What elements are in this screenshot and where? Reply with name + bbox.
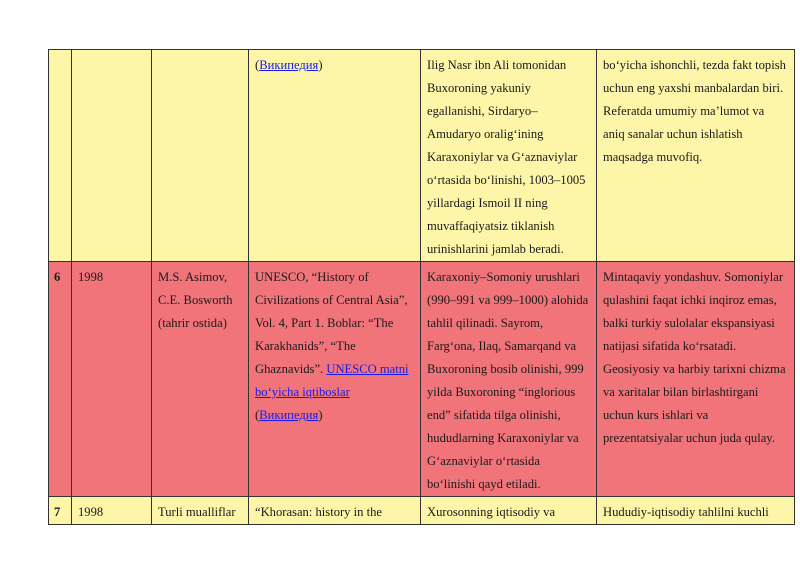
source-text: (	[255, 58, 260, 72]
wikipedia-link[interactable]: Википедия	[259, 408, 319, 422]
source-cell	[249, 50, 421, 262]
source-cell	[249, 262, 421, 497]
source-text: )	[318, 58, 323, 72]
source-cell	[249, 497, 421, 525]
content-cell: Xurosonning iqtisodiy va	[421, 497, 597, 525]
author-cell: M.S. Asimov, C.E. Bosworth (tahrir ostida)	[152, 262, 249, 497]
year-cell: 1998	[72, 262, 152, 497]
author-cell	[152, 50, 249, 262]
year-cell: 1998	[72, 497, 152, 525]
author-cell: Turli mualliflar	[152, 497, 249, 525]
year-cell	[72, 50, 152, 262]
significance-cell: Mintaqaviy yondashuv. Somoniylar qulashini faqat ichki inqiroz emas, balki turkiy sulolalar ekspansiyasi natijasi sifatida ko‘rsatadi. Geosiyosiy va harbiy tarixni chizma va xaritalar bilan birlashtirgani uchun kurs ishlari va prezentatsiyalar uchun juda qulay.	[597, 262, 795, 497]
source-text: “Khorasan: history in the	[255, 505, 382, 519]
content-cell: Ilig Nasr ibn Ali tomonidan Buxoroning yakuniy egallanishi, Sirdaryo–Amudaryo oralig‘ining Karaxoniylar va G‘aznaviylar o‘rtasida bo‘linishi, 1003–1005 yillardagi Ismoil II ning muvaffaqiyatsiz tiklanish urinishlarini jamlab beradi.	[421, 50, 597, 262]
table-row	[49, 497, 795, 525]
unesco-quotes-link[interactable]: UNESCO matni bo‘yicha iqtiboslar	[255, 362, 409, 399]
bibliography-table	[48, 49, 795, 525]
table-row	[49, 50, 795, 262]
row-number-cell: 7	[49, 497, 72, 525]
source-text: UNESCO, “History of Civilizations of Central Asia”, Vol. 4, Part 1. Boblar: “The Karakhanids”, “The Ghaznavids”.	[255, 270, 408, 376]
significance-cell: Hududiy-iqtisodiy tahlilni kuchli	[597, 497, 795, 525]
significance-cell: bo‘yicha ishonchli, tezda fakt topish uchun eng yaxshi manbalardan biri. Referatda umumiy ma’lumot va aniq sanalar uchun ishlatish maqsadga muvofiq.	[597, 50, 795, 262]
source-text: )	[318, 408, 323, 422]
wikipedia-link[interactable]: Википедия	[259, 58, 319, 72]
source-text: (	[255, 408, 260, 422]
content-cell: Karaxoniy–Somoniy urushlari (990–991 va 999–1000) alohida tahlil qilinadi. Sayrom, Farg‘ona, Ilaq, Samarqand va Buxoroning bosib olinishi, 999 yilda Buxoroning “inglorious end” sifatida tilga olinishi, hududlarning Karaxoniylar va G‘aznaviylar o‘rtasida bo‘linishi qayd etiladi.	[421, 262, 597, 497]
row-number-cell: 6	[49, 262, 72, 497]
table-row	[49, 262, 795, 497]
row-number-cell	[49, 50, 72, 262]
